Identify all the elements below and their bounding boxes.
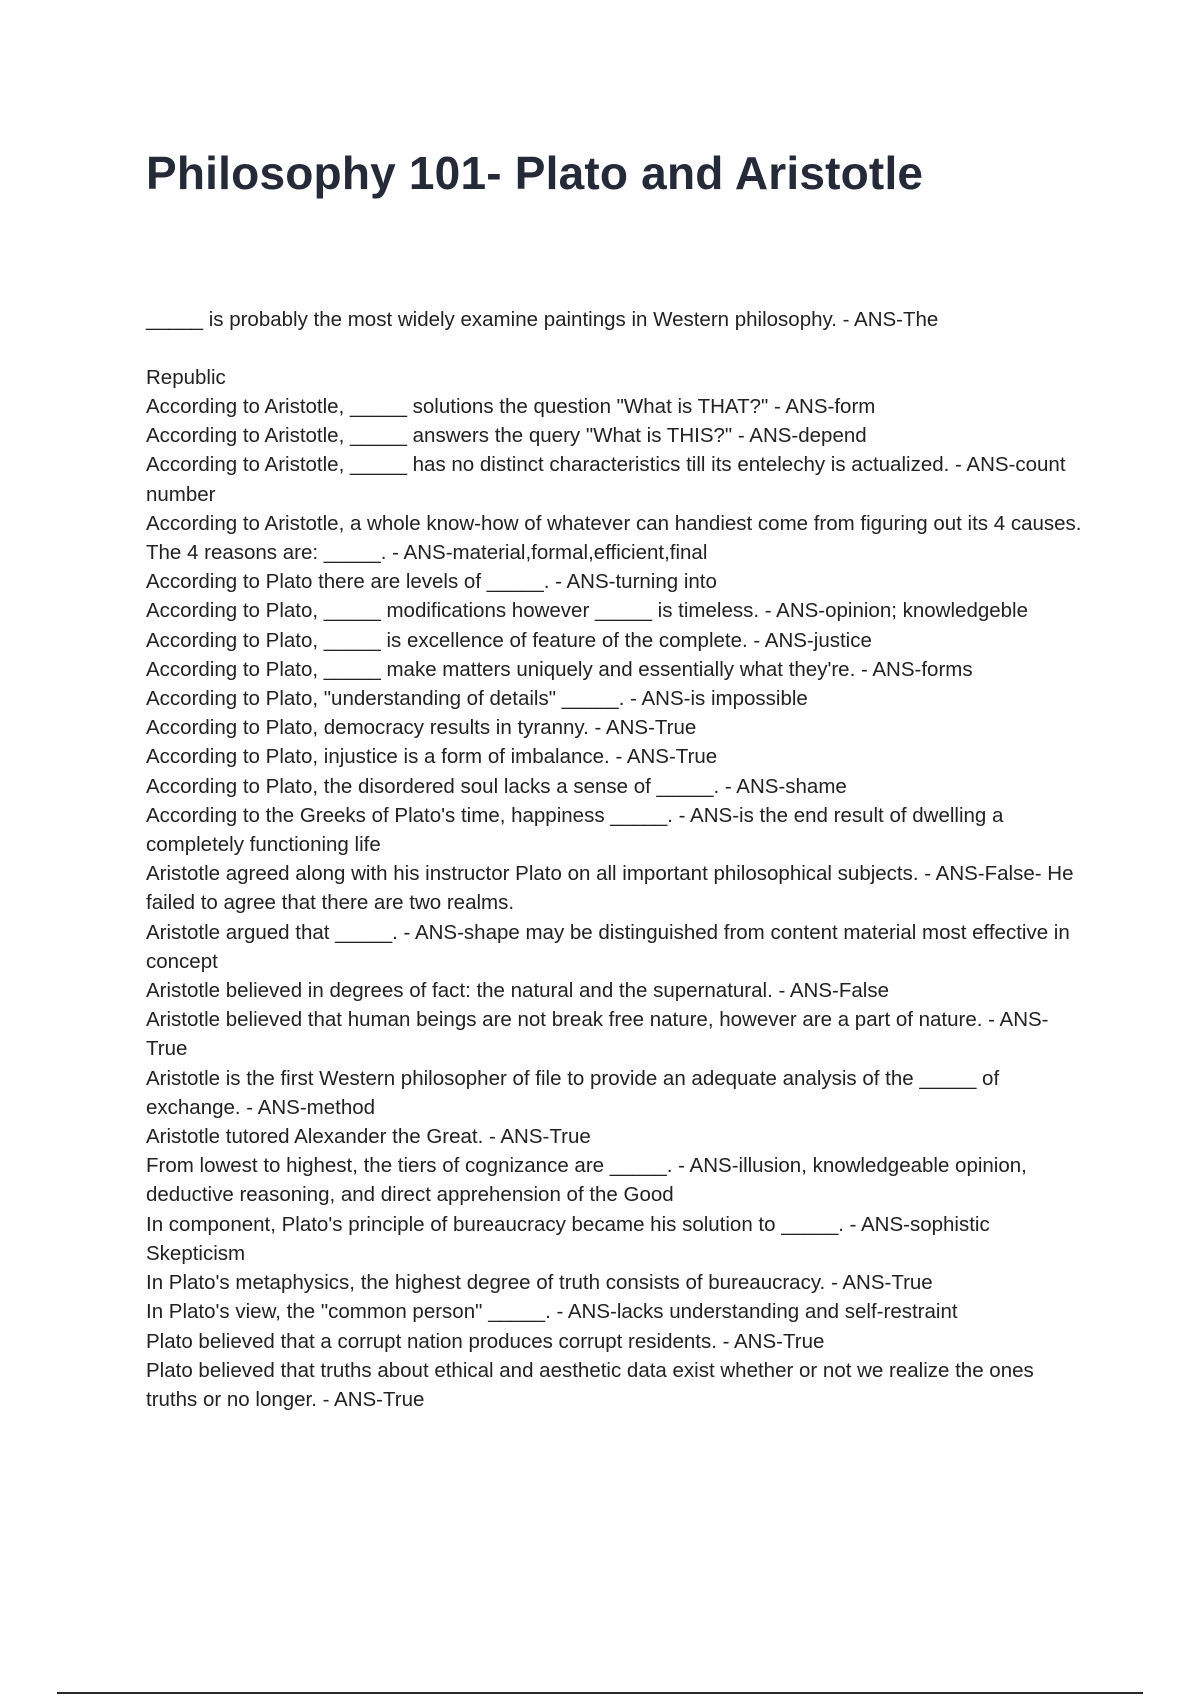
qa-entry: In component, Plato's principle of bureaucracy became his solution to _____. - ANS-sophistic Skepticism bbox=[146, 1212, 990, 1265]
qa-entry: According to Plato, the disordered soul lacks a sense of _____. - ANS-shame bbox=[146, 774, 847, 798]
qa-entry: According to Plato, democracy results in tyranny. - ANS-True bbox=[146, 716, 697, 740]
footer-divider bbox=[57, 1692, 1143, 1694]
qa-entry: According to Aristotle, _____ has no distinct characteristics till its entelechy is actualized. - ANS-count number bbox=[146, 453, 1066, 506]
qa-entry: Plato believed that truths about ethical and aesthetic data exist whether or not we realize the ones truths or no longer. - ANS-True bbox=[146, 1358, 1034, 1411]
qa-entry: According to the Greeks of Plato's time, happiness _____. - ANS-is the end result of dwelling a completely functioning life bbox=[146, 803, 1004, 857]
qa-entry: In Plato's view, the "common person" _____. - ANS-lacks understanding and self-restraint bbox=[146, 1300, 958, 1324]
qa-list bbox=[146, 392, 1086, 1414]
qa-entry: According to Aristotle, _____ answers the query "What is THIS?" - ANS-depend bbox=[146, 424, 867, 448]
qa-entry: According to Plato, _____ make matters uniquely and essentially what they're. - ANS-forms bbox=[146, 657, 973, 681]
qa-entry: Aristotle believed that human beings are not break free nature, however are a part of nature. - ANS-True bbox=[146, 1008, 1049, 1061]
qa-entry: Aristotle tutored Alexander the Great. - ANS-True bbox=[146, 1125, 591, 1149]
qa-entry: Aristotle believed in degrees of fact: the natural and the supernatural. - ANS-False bbox=[146, 979, 889, 1003]
qa-entry: According to Plato, "understanding of details" _____. - ANS-is impossible bbox=[146, 687, 808, 711]
qa-entry-first-line1: _____ is probably the most widely examine paintings in Western philosophy. - ANS-The bbox=[146, 308, 939, 331]
qa-entry: Aristotle argued that _____. - ANS-shape may be distinguished from content material most effective in concept bbox=[146, 920, 1070, 973]
qa-entry: According to Plato there are levels of _____. - ANS-turning into bbox=[146, 570, 717, 594]
qa-entry: According to Plato, injustice is a form of imbalance. - ANS-True bbox=[146, 745, 718, 769]
qa-entry: According to Plato, _____ modifications however _____ is timeless. - ANS-opinion; knowledgeble bbox=[146, 599, 1029, 623]
qa-entry: Aristotle is the first Western philosopher of file to provide an adequate analysis of the _____ of exchange. - ANS-method bbox=[146, 1066, 1000, 1119]
qa-entry: According to Plato, _____ is excellence of feature of the complete. - ANS-justice bbox=[146, 628, 872, 652]
qa-entry-first-line2: Republic bbox=[146, 366, 226, 389]
document-title: Philosophy 101- Plato and Aristotle bbox=[146, 147, 924, 199]
qa-entry: From lowest to highest, the tiers of cognizance are _____. - ANS-illusion, knowledgeable opinion, deductive reasoning, and direct apprehension of the Good bbox=[146, 1154, 1027, 1207]
qa-entry: Aristotle agreed along with his instructor Plato on all important philosophical subjects. - ANS-False- He failed to agree that there are two realms. bbox=[146, 862, 1074, 915]
qa-entry: According to Aristotle, a whole know-how of whatever can handiest come from figuring out its 4 causes. The 4 reasons are: _____. - ANS-material,formal,efficient,final bbox=[146, 511, 1082, 565]
qa-entry-first bbox=[146, 305, 1086, 392]
qa-entry: According to Aristotle, _____ solutions the question "What is THAT?" - ANS-form bbox=[146, 395, 876, 418]
qa-entry: Plato believed that a corrupt nation produces corrupt residents. - ANS-True bbox=[146, 1329, 825, 1353]
qa-entry: In Plato's metaphysics, the highest degree of truth consists of bureaucracy. - ANS-True bbox=[146, 1271, 933, 1295]
